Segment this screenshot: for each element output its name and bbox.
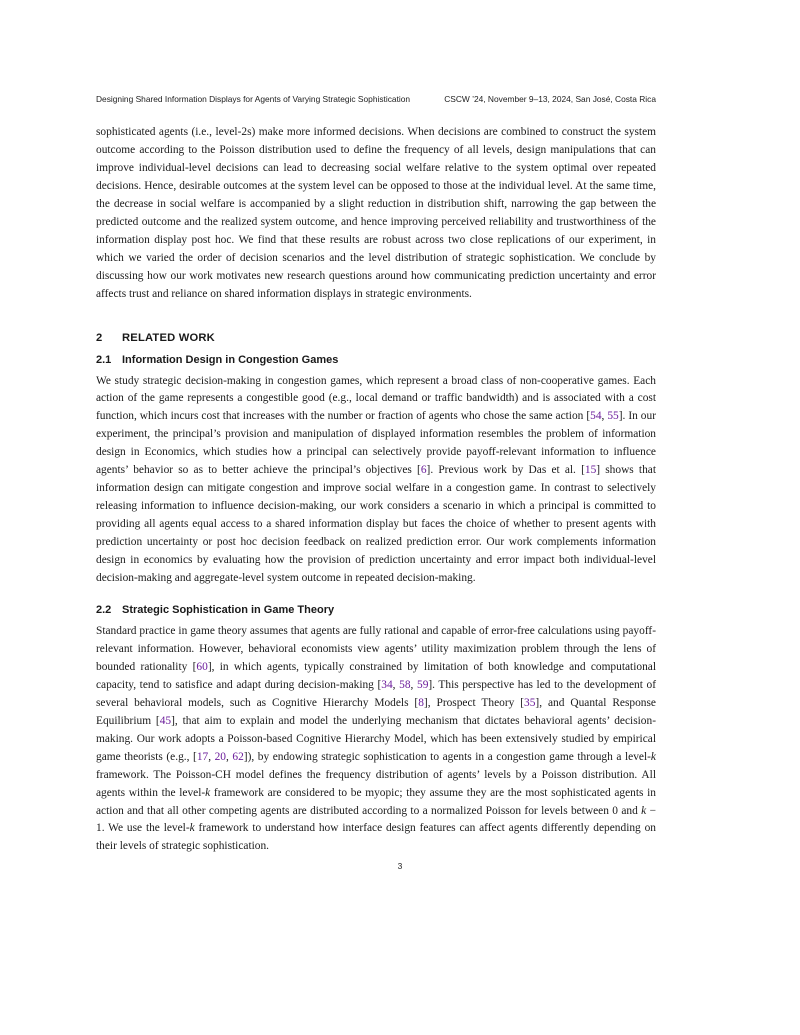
text-run: ]. Previous work by Das et al. [ bbox=[426, 464, 585, 477]
paragraph-information-design bbox=[96, 373, 656, 588]
text-run: ], Prospect Theory [ bbox=[423, 696, 525, 709]
text-run: ], in which agents, typically constrained by limitation of both knowledge and computational capacity, tend to satisfice and adapt during decision-making [ bbox=[96, 660, 656, 691]
subsection-title: Information Design in Congestion Games bbox=[122, 353, 339, 366]
text-run: ], that aim to explain and model the underlying mechanism that dictates behavioral agents’ decision-making. Our work adopts a Poisson-based Cognitive Hierarchy Model, which has been extensively studied by empirical game theorists (e.g., [ bbox=[96, 714, 656, 763]
math-variable-k: k bbox=[189, 822, 195, 835]
text-run: Standard practice in game theory assumes that agents are fully rational and capable of error-free calculations using payoff-relevant information. However, behavioral economists view agents’ utility maximization problem through the lens of bounded rationality [ bbox=[96, 624, 656, 673]
header-venue: CSCW ’24, November 9–13, 2024, San José, Costa Rica bbox=[444, 94, 656, 104]
citation-link[interactable]: 58 bbox=[399, 678, 411, 691]
text-run: ] shows that information design can mitigate congestion and improve social welfare in a congestion game. In contrast to selectively releasing information to influence decision-making, our work considers a scenario in which a principal is committed to providing all agents equal access to a shared information display but faces the choice of whether to present agents with prediction uncertainty or post hoc decision feedback on realized prediction error. Our work complements information design in economics by evaluating how the provision of prediction uncertainty and error impact both individual-level decision-making and aggregate-level system outcome in repeated decision-making. bbox=[96, 464, 656, 585]
subsection-title: Strategic Sophistication in Game Theory bbox=[122, 603, 335, 616]
subsection-heading-strategic-sophistication bbox=[96, 602, 656, 618]
text-run: framework are considered to be myopic; they assume they are the most sophisticated agents in action and that all other competing agents are distributed according to a normalized Poisson for levels between 0 and bbox=[96, 786, 656, 817]
text-run: ]. In our experiment, the principal’s provision and manipulation of displayed information resembles the problem of information design in Economics, which studies how a principal can selectively provide payoff-relevant information to influence agents’ behavior so as to better achieve the principal’s objectives [ bbox=[96, 410, 656, 477]
text-run: ]. This perspective has led to the development of several behavioral models, such as Cognitive Hierarchy Models [ bbox=[96, 678, 657, 709]
page-number: 3 bbox=[397, 861, 403, 871]
citation-link[interactable]: 17 bbox=[196, 750, 209, 763]
citation-link[interactable]: 34 bbox=[381, 678, 393, 691]
text-run: , bbox=[208, 750, 215, 763]
citation-link[interactable]: 55 bbox=[607, 410, 619, 423]
text-run: − 1. We use the level- bbox=[96, 804, 656, 835]
citation-link[interactable]: 54 bbox=[590, 410, 602, 423]
section-number: 2 bbox=[96, 331, 103, 344]
citation-link[interactable]: 6 bbox=[420, 464, 427, 477]
text-run: We study strategic decision-making in congestion games, which represent a broad class of non-cooperative games. Each action of the game represents a congestible good (e.g., local demand or traffic bandwidth) and is associated with a cost function, which incurs cost that increases with the number or fraction of agents who chose the same action [ bbox=[96, 374, 656, 423]
section-heading-related-work bbox=[96, 330, 656, 346]
math-variable-k: k bbox=[205, 786, 211, 799]
text-run: , bbox=[410, 678, 417, 691]
citation-link[interactable]: 60 bbox=[196, 660, 208, 673]
running-header bbox=[96, 94, 656, 108]
text-run: framework to understand how interface design features can affect agents differently depending on their levels of strategic sophistication. bbox=[96, 822, 656, 853]
math-variable-k: k bbox=[641, 804, 647, 817]
text-run: ]), by endowing strategic sophistication to agents in a congestion game through a level- bbox=[243, 750, 651, 763]
citation-link[interactable]: 8 bbox=[418, 696, 424, 709]
citation-link[interactable]: 15 bbox=[584, 464, 597, 477]
text-run: framework. The Poisson-CH model defines the frequency distribution of agents’ levels by a Poisson distribution. All agents within the level- bbox=[96, 768, 656, 799]
citation-link[interactable]: 20 bbox=[214, 750, 226, 763]
text-run: ], and Quantal Response Equilibrium [ bbox=[96, 696, 656, 727]
intro-paragraph: sophisticated agents (i.e., level-2s) make more informed decisions. When decisions are combined to construct the system outcome according to the Poisson distribution used to define the frequency of all levels, design manipulations that can improve individual-level decisions can lead to decreasing social welfare relative to the system optimal over repeated decisions. Hence, desirable outcomes at the system level can be opposed to those at the individual level. At the same time, the decrease in social welfare is accompanied by a slight reduction in distribution shift, narrowing the gap between the predicted outcome and the realized system outcome, and hence improving perceived reliability and trustworthiness of the information display post hoc. We find that these results are robust across two close replications of our experiment, in which we varied the order of decision scenarios and the level distribution of strategic sophistication. We conclude by discussing how our work motivates new research questions around how communicating prediction uncertainty and error affects trust and reliance on shared information displays in strategic environments. bbox=[96, 126, 656, 300]
subsection-number: 2.1 bbox=[96, 353, 112, 366]
text-run: , bbox=[392, 678, 400, 691]
header-paper-title: Designing Shared Information Displays for Agents of Varying Strategic Sophistication bbox=[96, 94, 411, 104]
text-run: , bbox=[226, 750, 233, 763]
subsection-heading-information-design bbox=[96, 352, 656, 368]
citation-link[interactable]: 62 bbox=[232, 750, 244, 763]
citation-link[interactable]: 59 bbox=[417, 678, 429, 691]
citation-link[interactable]: 35 bbox=[524, 696, 536, 709]
page-body bbox=[96, 124, 656, 856]
subsection-number: 2.2 bbox=[96, 603, 112, 616]
math-variable-k: k bbox=[650, 750, 656, 763]
citation-link[interactable]: 45 bbox=[159, 714, 172, 727]
paragraph-strategic-sophistication bbox=[96, 623, 656, 856]
text-run: , bbox=[601, 410, 608, 423]
section-title: RELATED WORK bbox=[122, 331, 215, 344]
